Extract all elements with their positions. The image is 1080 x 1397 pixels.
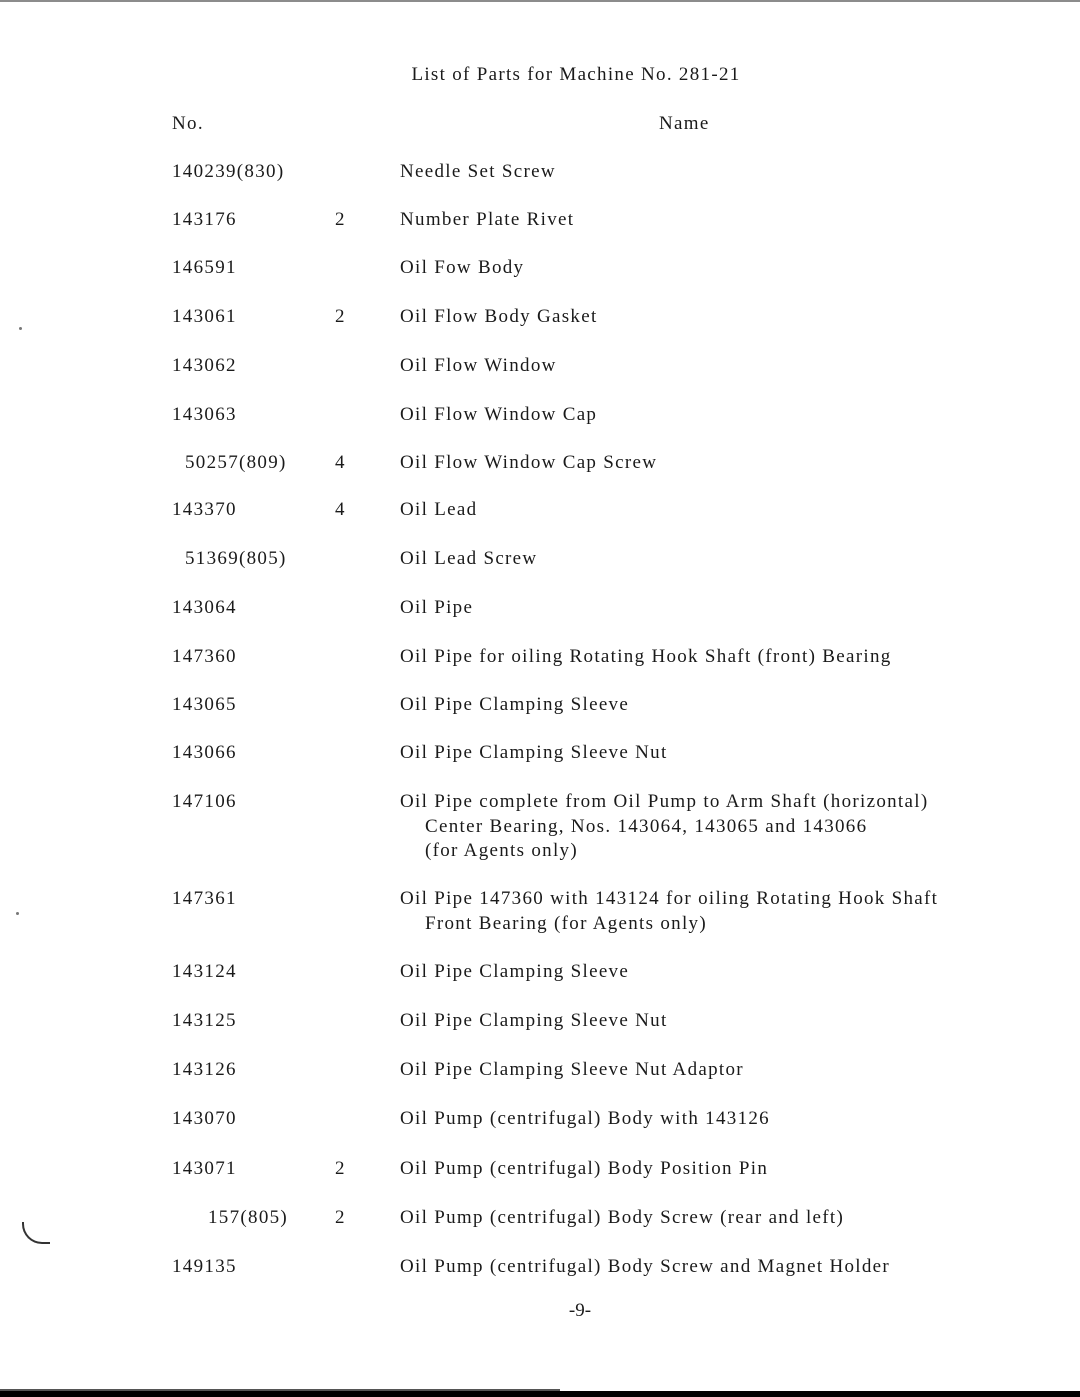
part-number: 147106 [172,791,237,812]
part-name [400,596,473,621]
part-name [400,354,557,379]
part-name-line: Needle Set Screw [400,161,556,182]
part-name [400,645,892,670]
part-number: 143064 [172,597,237,618]
part-quantity: 4 [335,452,346,473]
part-number: 143066 [172,742,237,763]
part-name [400,547,537,572]
part-number: 143063 [172,404,237,425]
part-number: 143065 [172,694,237,715]
part-quantity: 2 [335,306,346,327]
column-header-name: Name [659,113,710,134]
part-quantity: 4 [335,499,346,520]
part-name-line: Oil Flow Window [400,355,557,376]
part-number: 143062 [172,355,237,376]
part-number: 143125 [172,1010,237,1031]
part-name [400,1009,668,1034]
part-number: 149135 [172,1256,237,1277]
part-name [400,256,524,281]
part-number: 157(805) [208,1207,289,1228]
part-name [400,887,938,936]
part-number: 140239(830) [172,161,285,182]
column-header-no: No. [172,113,204,134]
part-name [400,1107,770,1132]
page-number: -9- [568,1300,592,1321]
part-name-line: Oil Flow Window Cap [400,404,598,425]
part-name-line: Oil Pipe Clamping Sleeve [400,694,630,715]
part-name-line: Oil Pipe 147360 with 143124 for oiling Rotating Hook Shaft [400,888,939,909]
part-quantity: 2 [335,1207,346,1228]
margin-speck [19,327,22,330]
part-name [400,741,668,766]
part-number: 143124 [172,961,237,982]
part-number: 50257(809) [185,452,287,473]
part-name-line: Oil Flow Window Cap Screw [400,452,658,473]
part-number: 143070 [172,1108,237,1129]
part-number: 147361 [172,888,237,909]
part-number: 146591 [172,257,237,278]
part-name-line: Oil Pipe Clamping Sleeve Nut Adaptor [400,1059,744,1080]
part-name [400,790,928,864]
part-name [400,160,556,185]
part-name [400,693,629,718]
part-number: 143071 [172,1158,237,1179]
part-name-line: Oil Lead Screw [400,548,538,569]
part-name-line: (for Agents only) [425,840,578,861]
part-name [400,498,477,523]
bottom-scan-border [0,1391,1080,1397]
part-name-line: Oil Pipe [400,597,474,618]
part-name-line: Oil Lead [400,499,478,520]
part-name-line: Oil Pipe complete from Oil Pump to Arm Shaft (horizontal) [400,791,929,812]
part-quantity: 2 [335,1158,346,1179]
part-name [400,1058,744,1083]
part-name-line: Oil Pump (centrifugal) Body with 143126 [400,1108,770,1129]
margin-curl-mark [22,1222,50,1244]
part-number: 143176 [172,209,237,230]
part-number: 147360 [172,646,237,667]
part-name-line: Oil Pump (centrifugal) Body Position Pin [400,1158,769,1179]
margin-speck [16,912,19,915]
part-name-line: Oil Pump (centrifugal) Body Screw and Magnet Holder [400,1256,891,1277]
part-name-line: Number Plate Rivet [400,209,575,230]
part-name-line: Front Bearing (for Agents only) [425,912,707,934]
part-name-line: Oil Pipe Clamping Sleeve Nut [400,1010,668,1031]
part-name [400,305,598,330]
part-name-line: Oil Pipe Clamping Sleeve Nut [400,742,668,763]
part-number: 143061 [172,306,237,327]
part-name-line: Center Bearing, Nos. 143064, 143065 and 143066 [425,815,868,837]
part-name [400,403,597,428]
part-name [400,960,629,985]
part-name-line: Oil Fow Body [400,257,525,278]
part-quantity: 2 [335,209,346,230]
part-name-line: Oil Pump (centrifugal) Body Screw (rear and left) [400,1207,845,1228]
page-title: List of Parts for Machine No. 281-21 [411,64,741,85]
part-name [400,208,574,233]
part-name [400,1206,844,1231]
part-name [400,1255,890,1280]
part-number: 143126 [172,1059,237,1080]
part-name-line: Oil Pipe for oiling Rotating Hook Shaft (front) Bearing [400,646,892,667]
part-name [400,1157,768,1182]
part-name [400,451,657,476]
part-number: 143370 [172,499,237,520]
part-name-line: Oil Flow Body Gasket [400,306,598,327]
part-name-line: Oil Pipe Clamping Sleeve [400,961,630,982]
part-number: 51369(805) [185,548,287,569]
top-scan-border [0,0,1080,2]
